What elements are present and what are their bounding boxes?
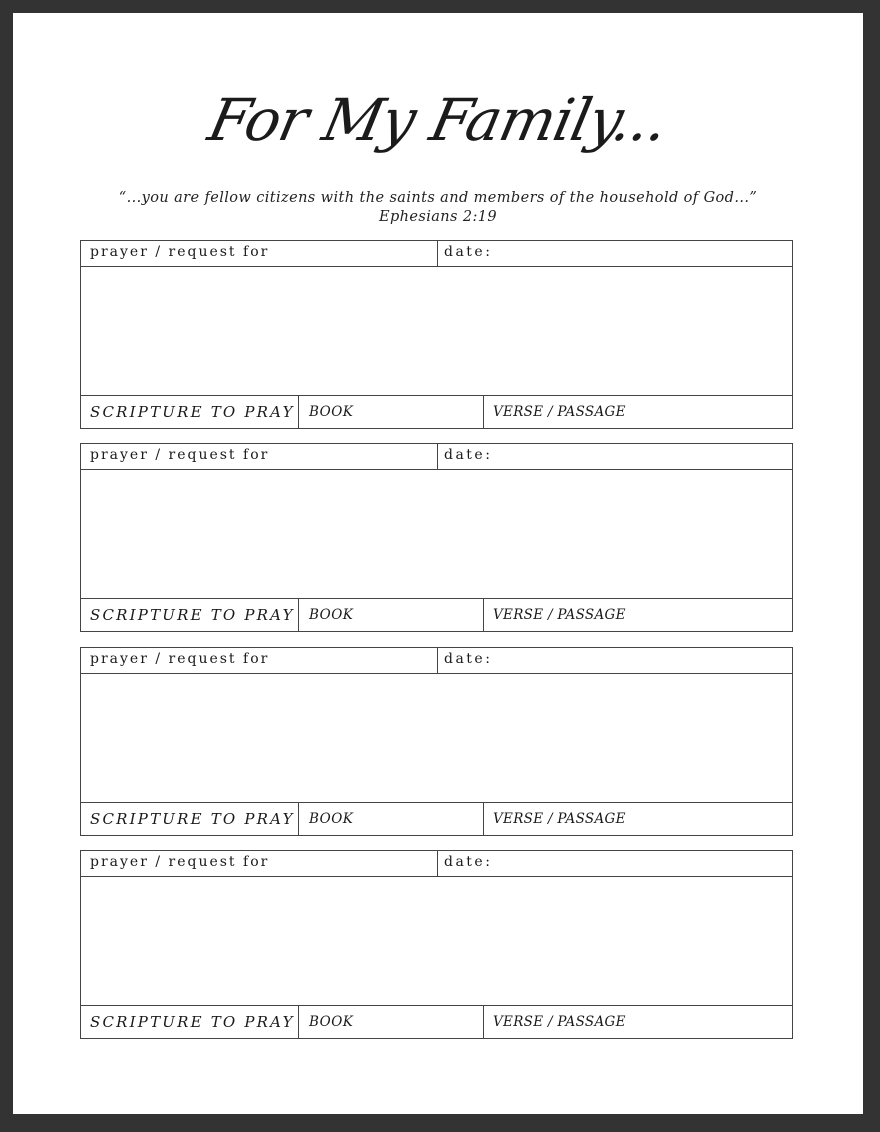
request-for-field[interactable]: prayer / request for <box>81 241 438 266</box>
card-scripture-row <box>81 1005 792 1038</box>
card-header-row <box>81 444 792 470</box>
prayer-notes-area[interactable] <box>81 267 792 398</box>
scripture-label: SCRIPTURE TO PRAY <box>81 803 299 835</box>
scripture-label: SCRIPTURE TO PRAY <box>81 396 299 428</box>
book-field[interactable]: BOOK <box>299 599 484 631</box>
card-scripture-row <box>81 598 792 631</box>
card-scripture-row <box>81 395 792 428</box>
page-title: For My Family... <box>202 86 674 154</box>
scripture-label: SCRIPTURE TO PRAY <box>81 1006 299 1038</box>
card-header-row <box>81 851 792 877</box>
quote-text: “...you are fellow citizens with the saints and members of the household of God...” <box>118 190 758 206</box>
quote-reference: Ephesians 2:19 <box>378 209 498 225</box>
book-field[interactable]: BOOK <box>299 396 484 428</box>
date-field[interactable]: date: <box>444 854 493 870</box>
prayer-notes-area[interactable] <box>81 470 792 601</box>
scripture-quote <box>13 189 863 227</box>
prayer-notes-area[interactable] <box>81 674 792 805</box>
book-field[interactable]: BOOK <box>299 803 484 835</box>
verse-passage-field[interactable]: VERSE / PASSAGE <box>493 811 626 827</box>
scripture-label: SCRIPTURE TO PRAY <box>81 599 299 631</box>
verse-passage-field[interactable]: VERSE / PASSAGE <box>493 404 626 420</box>
date-field[interactable]: date: <box>444 244 493 260</box>
prayer-notes-area[interactable] <box>81 877 792 1008</box>
request-for-field[interactable]: prayer / request for <box>81 648 438 673</box>
date-field[interactable]: date: <box>444 651 493 667</box>
prayer-card <box>80 240 793 429</box>
printable-page <box>13 13 863 1114</box>
book-field[interactable]: BOOK <box>299 1006 484 1038</box>
request-for-field[interactable]: prayer / request for <box>81 851 438 876</box>
card-header-row <box>81 241 792 267</box>
prayer-card <box>80 850 793 1039</box>
card-header-row <box>81 648 792 674</box>
verse-passage-field[interactable]: VERSE / PASSAGE <box>493 607 626 623</box>
date-field[interactable]: date: <box>444 447 493 463</box>
request-for-field[interactable]: prayer / request for <box>81 444 438 469</box>
card-scripture-row <box>81 802 792 835</box>
verse-passage-field[interactable]: VERSE / PASSAGE <box>493 1014 626 1030</box>
prayer-card <box>80 443 793 632</box>
prayer-card <box>80 647 793 836</box>
